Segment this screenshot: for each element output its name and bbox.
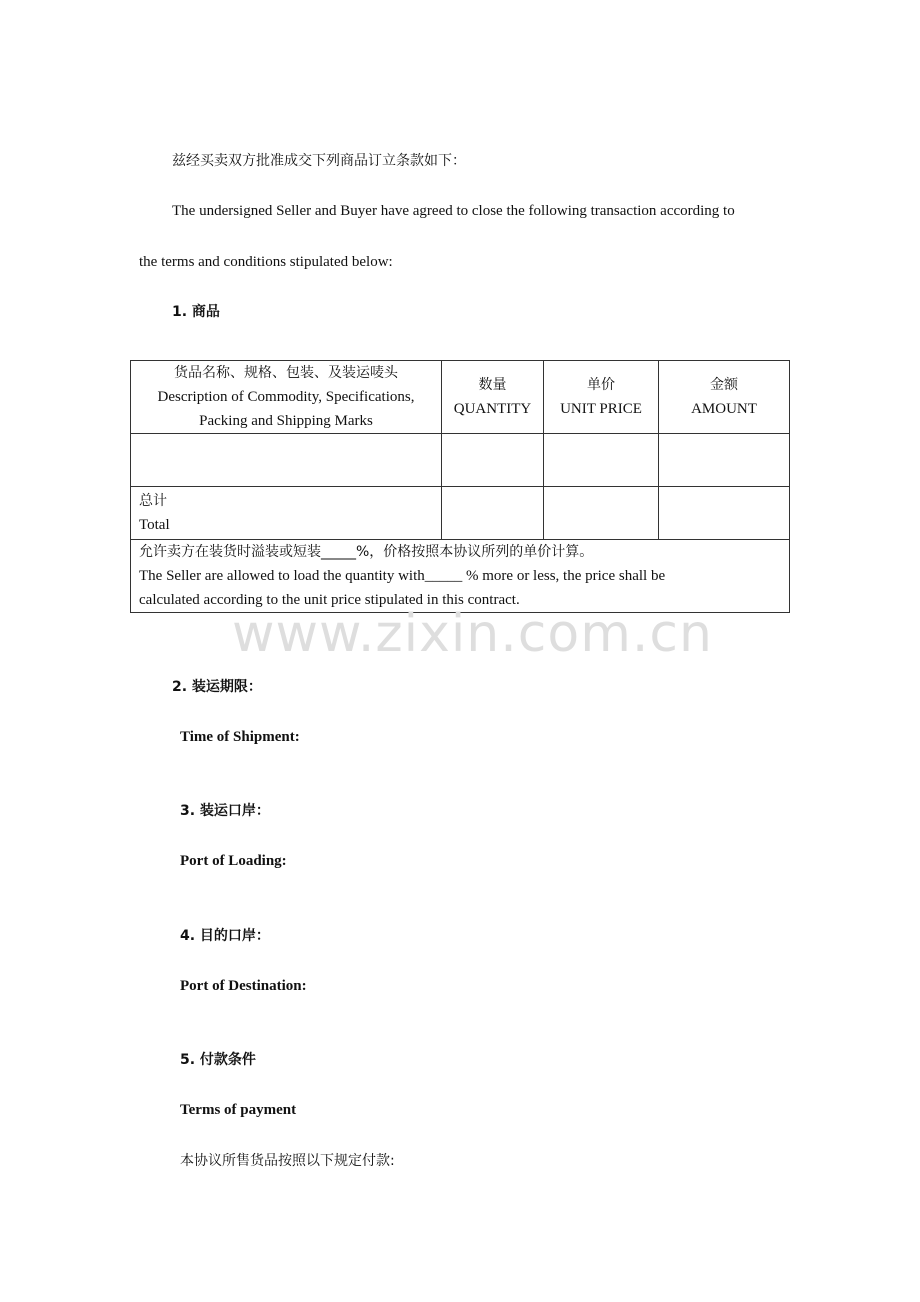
- section-3-english: Port of Loading:: [180, 853, 287, 869]
- intro-english-line1: The undersigned Seller and Buyer have agreed to close the following transaction according to: [172, 203, 735, 219]
- tolerance-note-row: [131, 540, 790, 613]
- commodity-table: [130, 360, 790, 613]
- table-row: [131, 434, 790, 487]
- table-cell: [544, 487, 659, 540]
- total-row: [131, 487, 790, 540]
- table-cell: [442, 487, 544, 540]
- header-description: 货品名称、规格、包装、及装运唛头 Description of Commodity, Specifications, Packing and Shipping Marks: [131, 361, 442, 434]
- watermark: www.zixin.com.cn: [232, 604, 713, 664]
- table-cell: [442, 434, 544, 487]
- section-5-english: Terms of payment: [180, 1102, 297, 1118]
- section-3-heading: 3. 装运口岸：: [180, 803, 270, 819]
- table-cell: [131, 434, 442, 487]
- payment-note: 本协议所售货品按照以下规定付款:: [180, 1153, 395, 1169]
- tolerance-note-cell: 允许卖方在装货时溢装或短装_____%，价格按照本协议所列的单价计算。 The Seller are allowed to load the quantity with_____ % more or less, the price shall be calculated according to the unit price stipulated in this contract.: [131, 540, 790, 613]
- total-label-cell: 总计 Total: [131, 487, 442, 540]
- section-4-heading: 4. 目的口岸：: [180, 928, 270, 944]
- table-cell: [544, 434, 659, 487]
- section-1-heading: 1. 商品: [172, 304, 220, 320]
- intro-chinese: 兹经买卖双方批准成交下列商品订立条款如下：: [172, 153, 466, 169]
- section-4-english: Port of Destination:: [180, 978, 307, 994]
- table-header-row: [131, 361, 790, 434]
- header-unit-price: 单价 UNIT PRICE: [544, 361, 659, 434]
- table-cell: [659, 434, 790, 487]
- table-cell: [659, 487, 790, 540]
- header-amount: 金额 AMOUNT: [659, 361, 790, 434]
- section-2-english: Time of Shipment:: [180, 729, 300, 745]
- header-quantity: 数量 QUANTITY: [442, 361, 544, 434]
- intro-english-line2: the terms and conditions stipulated below:: [139, 254, 393, 270]
- section-2-heading: 2. 装运期限：: [172, 679, 262, 695]
- section-5-heading: 5. 付款条件: [180, 1052, 256, 1068]
